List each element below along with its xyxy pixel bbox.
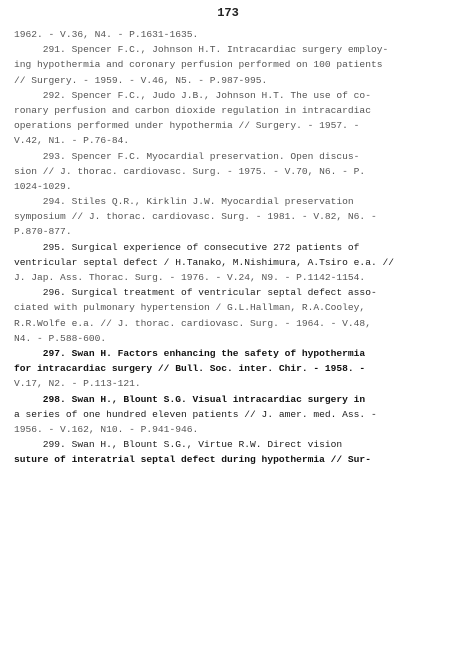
reference-line: ciated with pulmonary hypertension / G.L.Hallman, R.A.Cooley,	[14, 302, 366, 314]
reference-line: V.17, N2. - P.113-121.	[14, 378, 141, 390]
reference-line: 296. Surgical treatment of ventricular septal defect asso-	[14, 287, 377, 299]
reference-line: 294. Stiles Q.R., Kirklin J.W. Myocardial preservation	[14, 196, 354, 208]
reference-line: // Surgery. - 1959. - V.46, N5. - P.987-995.	[14, 74, 268, 86]
reference-line: J. Jap. Ass. Thorac. Surg. - 1976. - V.24, N9. - P.1142-1154.	[14, 272, 366, 283]
reference-line: 1024-1029.	[14, 180, 72, 192]
reference-line: operations performed under hypothermia // Surgery. - 1957. -	[14, 120, 360, 132]
page-number: 173	[217, 6, 239, 20]
reference-line: for intracardiac surgery // Bull. Soc. inter. Chir. - 1958. -	[14, 363, 366, 375]
reference-line: 297. Swan H. Factors enhancing the safety of hypothermia	[14, 347, 366, 359]
reference-line: 1962. - V.36, N4. - P.1631-1635.	[14, 29, 199, 40]
reference-line: sion // J. thorac. cardiovasc. Surg. - 1975. - V.70, N6. - P.	[14, 165, 366, 177]
reference-line: 298. Swan H., Blount S.G. Visual intracardiac surgery in	[14, 393, 366, 405]
reference-line: a series of one hundred eleven patients // J. amer. med. Ass. -	[14, 408, 377, 420]
reference-line: P.870-877.	[14, 226, 72, 238]
reference-line: 295. Surgical experience of consecutive 272 patients of	[14, 241, 360, 253]
reference-line: V.42, N1. - P.76-84.	[14, 135, 130, 147]
reference-line: suture of interatrial septal defect during hypothermia // Sur-	[14, 454, 371, 466]
reference-line: ventricular septal defect / H.Tanako, M.Nishimura, A.Tsiro e.a. //	[14, 256, 394, 268]
reference-line: 299. Swan H., Blount S.G., Virtue R.W. Direct vision	[14, 439, 343, 451]
reference-list	[14, 27, 444, 467]
reference-line: ronary perfusion and carbon dioxide regulation in intracardiac	[14, 104, 371, 116]
reference-line: 291. Spencer F.C., Johnson H.T. Intracardiac surgery employ-	[14, 44, 389, 56]
reference-line: ing hypothermia and coronary perfusion performed on 100 patients	[14, 59, 383, 71]
reference-line: 1956. - V.162, N10. - P.941-946.	[14, 423, 199, 435]
reference-line: 293. Spencer F.C. Myocardial preservation. Open discus-	[14, 150, 360, 162]
reference-line: R.R.Wolfe e.a. // J. thorac. cardiovasc. Surg. - 1964. - V.48,	[14, 317, 371, 329]
reference-line: 292. Spencer F.C., Judo J.B., Johnson H.T. The use of co-	[14, 89, 371, 101]
reference-line: N4. - P.588-600.	[14, 332, 107, 344]
reference-line: symposium // J. thorac. cardiovasc. Surg. - 1981. - V.82, N6. -	[14, 211, 377, 223]
